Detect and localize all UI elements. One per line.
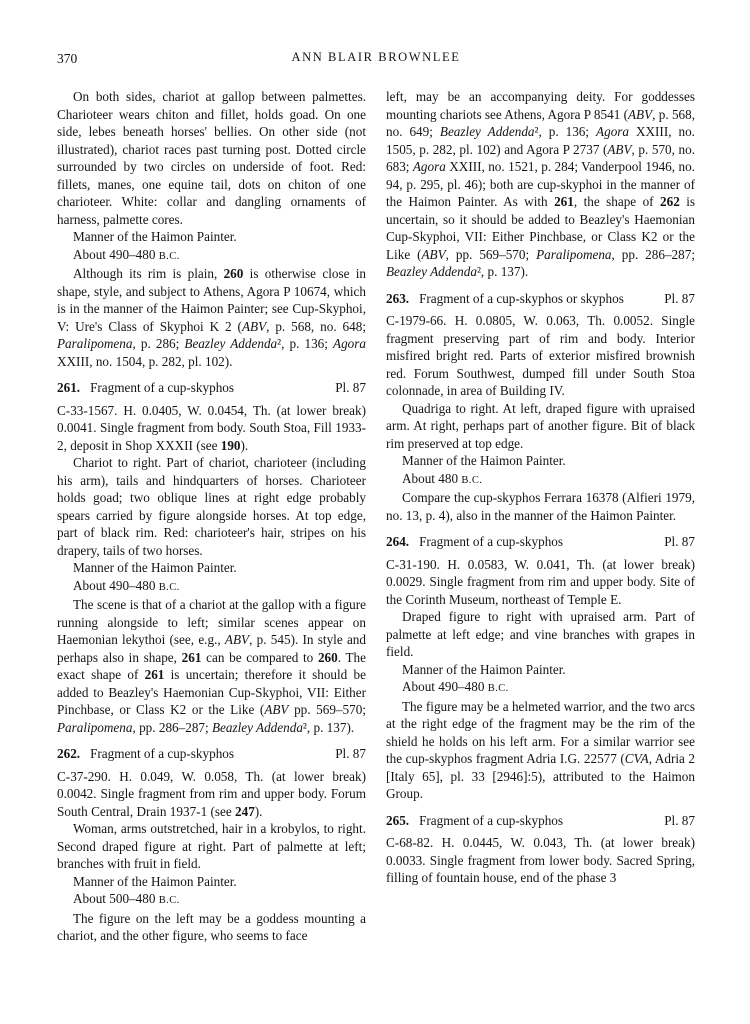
paragraph [57, 265, 366, 370]
entry-number: 261. [57, 380, 81, 395]
text-run: is otherwise close in shape, style, and subject to Athens, Agora P 10674, which is in the manner of the Haimon Painter; see Cup-Skyphoi, V: Ure's Class of Skyphoi K 2 ( [57, 266, 366, 334]
italic-citation: ABV [607, 141, 632, 157]
text-run: The figure on the left may be a goddess mounting a chariot, and the other figure, who seems to face [57, 910, 366, 943]
text-run: , p. 568, no. 648; [266, 318, 366, 334]
page-header [57, 50, 695, 68]
text-run: , p. 545). In style and perhaps also in shape, [57, 632, 366, 665]
text-run: Draped figure to right with upraised arm. Part of palmette at left edge; and vine branches with grapes in field. [386, 609, 695, 659]
entry-title: Fragment of a cup-skyphos or skyphos [419, 290, 624, 306]
catalogue-description [57, 402, 366, 455]
bold-catalogue-ref: 260 [223, 266, 244, 281]
bold-catalogue-ref: 261 [144, 667, 165, 682]
entry-title: Fragment of a cup-skyphos [90, 380, 235, 395]
text-run: pp. 569–570; [288, 702, 366, 717]
text-run: is uncertain; therefore it should be added to Beazley's Haemonian Cup-Skyphoi, VII: Either Pinchbase, or Class K2 or the Like ( [57, 667, 366, 717]
italic-citation: ABV [241, 318, 267, 334]
paragraph [57, 873, 366, 891]
text-run: Manner of the Haimon Painter. [402, 453, 566, 468]
bold-catalogue-ref: 261 [181, 649, 202, 665]
italic-citation: Agora [333, 336, 366, 351]
text-run: XXIII, no. 1505, p. 282, pl. 102) and Agora P 2737 ( [386, 124, 695, 157]
plate-reference: Pl. 87 [664, 812, 695, 828]
text-run: Manner of the Haimon Painter. [73, 873, 237, 889]
text-run: Although its rim is plain, [73, 266, 224, 281]
entry-number: 264. [386, 534, 410, 549]
paragraph [57, 228, 366, 246]
italic-citation: ABV [224, 632, 250, 647]
entry-title: Fragment of a cup-skyphos [419, 812, 564, 828]
text-run: Quadriga to right. At left, draped figure with upraised arm. At right, perhaps part of another figure. Bit of black rim preserved at top edge. [386, 400, 695, 451]
text-run: Woman, arms outstretched, hair in a krobylos, to right. Second draped figure at right. Part of palmette at left; branches with fruit in field. [57, 821, 366, 871]
text-run: , pp. 286–287; [132, 719, 212, 735]
italic-citation: Paralipomena [57, 336, 133, 351]
text-run: About 490–480 [73, 246, 159, 262]
text-run: can be compared to [201, 649, 318, 665]
text-run: , p. 568, no. 649; [386, 106, 696, 139]
text-run: , p. 570, no. 683; [386, 141, 696, 174]
catalogue-description [386, 312, 695, 400]
plate-reference: Pl. 87 [335, 746, 366, 761]
entry-title: Fragment of a cup-skyphos [90, 746, 235, 761]
entry-title: Fragment of a cup-skyphos [419, 534, 564, 549]
text-run: C-33-1567. H. 0.0405, W. 0.0454, Th. (at lower break) 0.0041. Single fragment from body. South Stoa, Fill 1933-2, deposit in Shop XXXII (see [57, 402, 366, 453]
plate-reference: Pl. 87 [335, 380, 366, 395]
plate-reference: Pl. 87 [664, 290, 695, 306]
entry-number: 265. [386, 812, 410, 828]
entry-heading-261 [57, 379, 366, 397]
text-run: ). [254, 803, 263, 819]
paragraph [57, 88, 366, 228]
text-run: On both sides, chariot at gallop between palmettes. Charioteer wears chiton and fillet, holds goad. On one side, lebes beneath horses' bellies. On other side (not illustrated), chariot races past turning post. Dotted circle surrounded by two circles on underside of foot. Red: fillets, manes, one equine tail, dots on chiton of one charioteer. White: collar and dangling ornaments of harness, palmette cores. [57, 89, 366, 227]
paragraph [57, 890, 366, 910]
bold-catalogue-ref: 262 [660, 194, 680, 209]
paragraph [386, 489, 695, 524]
text-run: About 500–480 [73, 891, 159, 906]
italic-citation: Agora [596, 124, 630, 139]
paragraph [57, 596, 366, 736]
paragraph [386, 452, 695, 470]
text-run: ², p. 137). [476, 264, 529, 279]
smallcaps-date: B.C. [158, 250, 180, 262]
text-run: ², p. 136; [277, 336, 334, 351]
right-column [386, 88, 695, 945]
running-head: ANN BLAIR BROWNLEE [291, 50, 461, 64]
text-run: XXIII, no. 1521, p. 284; Vanderpool 1946, no. 94, p. 295, pl. 46); both are cup-skyphoi in the manner of the Haimon Painter. As with [386, 159, 695, 209]
smallcaps-date: B.C. [487, 683, 509, 694]
bold-catalogue-ref: 261 [554, 194, 574, 209]
text-run: is uncertain, so it should be added to Beazley's Haemonian Cup-Skyphoi, VII: Either Pinchbase, or Class K2 or the Like ( [386, 194, 696, 262]
text-run: Chariot to right. Part of chariot, charioteer (including his arm), tails and hindquarters of horses. Charioteer holds goad; two oblique lines at right edge probably spears carried by figure alongside horses. At top edge, part of black rim. Red: charioteer's hair, stripes on his drapery, tails of two horses. [57, 455, 366, 558]
smallcaps-date: B.C. [158, 581, 180, 593]
left-column [57, 88, 366, 945]
text-run: , pp. 569–570; [445, 246, 537, 262]
paragraph [386, 698, 695, 803]
italic-citation: ABV [421, 246, 446, 262]
italic-citation: Beazley Addenda [184, 336, 278, 351]
italic-citation: Agora [412, 159, 446, 174]
text-run: , p. 286; [132, 336, 185, 351]
paragraph [386, 470, 695, 490]
bold-catalogue-ref: 247 [235, 803, 255, 819]
paragraph [386, 400, 695, 453]
text-run: , pp. 286–287; [611, 246, 695, 262]
smallcaps-date: B.C. [158, 895, 180, 906]
text-run: Manner of the Haimon Painter. [73, 560, 237, 575]
text-columns [57, 88, 695, 945]
text-run: About 480 [402, 470, 462, 486]
text-run: XXIII, no. 1504, p. 282, pl. 102). [57, 353, 233, 369]
text-run: About 490–480 [73, 577, 159, 593]
paragraph [386, 678, 695, 698]
text-run: Manner of the Haimon Painter. [402, 661, 566, 677]
paragraph [386, 608, 695, 661]
entry-number: 263. [386, 290, 410, 306]
italic-citation: Beazley Addenda [211, 719, 303, 735]
paragraph [386, 661, 695, 679]
italic-citation: Paralipomena [536, 246, 612, 262]
paragraph [57, 910, 366, 945]
text-run: left, may be an accompanying deity. For goddesses mounting chariots see Athens, Agora P 8541 ( [386, 89, 695, 122]
entry-heading-264 [386, 533, 695, 551]
text-run: C-68-82. H. 0.0445, W. 0.043, Th. (at lower break) 0.0033. Single fragment from lower body. Sacred Spring, filling of fountain house, end of the phase 3 [386, 835, 695, 885]
text-run: The scene is that of a chariot at the gallop with a figure running alongside to left; similar scenes appear on Haemonian lekythoi (see, e.g., [57, 597, 366, 647]
italic-citation: ABV [627, 106, 653, 122]
page-number: 370 [57, 51, 78, 66]
paragraph [57, 559, 366, 577]
entry-heading-262 [57, 745, 366, 763]
text-run: C-1979-66. H. 0.0805, W. 0.063, Th. 0.0052. Single fragment preserving part of rim and body. Interior misfired bright red. Parts of exterior misfired brownish red. Forum Southwest, dumped fill under South Stoa colonnade, in area of Building IV. [386, 313, 695, 398]
text-run: Manner of the Haimon Painter. [73, 229, 237, 244]
catalogue-description [57, 768, 366, 821]
catalogue-description [386, 834, 695, 887]
entry-heading-265 [386, 812, 695, 830]
paragraph [57, 454, 366, 559]
plate-reference: Pl. 87 [664, 534, 695, 549]
entry-number: 262. [57, 746, 81, 761]
italic-citation: ABV [264, 702, 289, 717]
text-run: ). [240, 437, 249, 453]
italic-citation: Beazley Addenda [439, 124, 535, 139]
entry-heading-263 [386, 290, 695, 308]
italic-citation: CVA [624, 751, 649, 766]
paragraph [386, 88, 695, 281]
text-run: , Adria 2 [Italy 65], pl. 33 [2946]:5), attributed to the Haimon Group. [386, 751, 695, 801]
paragraph [57, 246, 366, 266]
bold-catalogue-ref: 190 [220, 437, 241, 453]
text-run: ², p. 136; [534, 124, 597, 139]
text-run: About 490–480 [402, 679, 488, 694]
italic-citation: Beazley Addenda [386, 264, 477, 279]
smallcaps-date: B.C. [461, 474, 483, 486]
text-run: ², p. 137). [302, 719, 355, 735]
catalogue-description [386, 556, 695, 609]
text-run: , the shape of [573, 194, 660, 209]
bold-catalogue-ref: 260 [317, 649, 338, 665]
text-run: . The exact shape of [57, 649, 366, 682]
italic-citation: Paralipomena [57, 719, 133, 735]
text-run: C-37-290. H. 0.049, W. 0.058, Th. (at lower break) 0.0042. Single fragment from rim and upper body. Forum South Central, Drain 1937-1 (see [57, 768, 366, 819]
text-run: The figure may be a helmeted warrior, and the two arcs at the right edge of the fragment may be the rim of the shield he holds on his left arm. For a similar warrior see the cup-skyphos fragment Adria I.G. 22577 ( [386, 698, 695, 766]
text-run: C-31-190. H. 0.0583, W. 0.041, Th. (at lower break) 0.0029. Single fragment from rim and upper body. Site of the Corinth Museum, northeast of Temple E. [386, 556, 695, 607]
paragraph [57, 820, 366, 873]
text-run: Compare the cup-skyphos Ferrara 16378 (Alfieri 1979, no. 13, p. 4), also in the manner of the Haimon Painter. [386, 490, 695, 523]
paragraph [57, 577, 366, 597]
